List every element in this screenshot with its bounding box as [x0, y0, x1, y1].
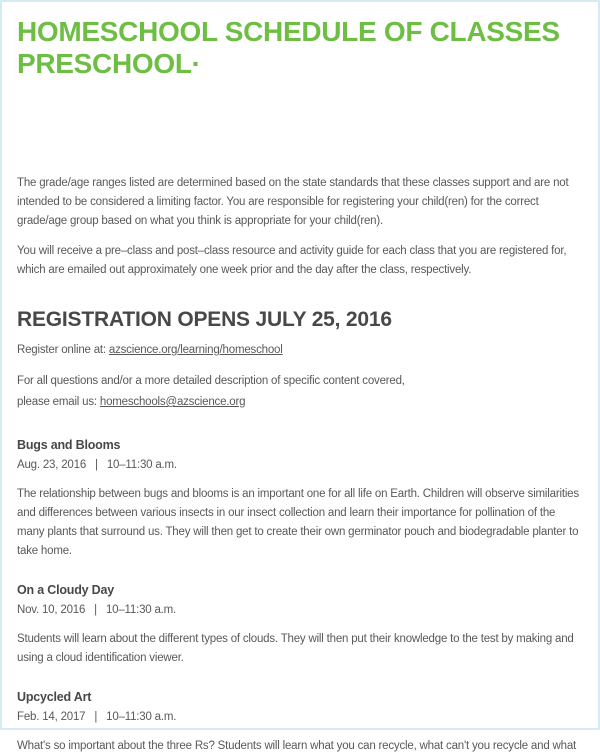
class-title: Upcycled Art: [17, 690, 92, 704]
page-title-line2: PRESCHOOL·: [17, 48, 201, 79]
date-time-separator: |: [95, 459, 98, 471]
class-date-line: [17, 708, 583, 726]
class-time: 10–11:30 a.m.: [106, 711, 177, 723]
intro-paragraph-1: The grade/age ranges listed are determined based on the state standards that these classes support and are not intended to be considered a limiting factor. You are responsible for registering your child(ren) for the correct grade/age group based on what you think is appropriate for your child(ren).: [17, 177, 569, 227]
class-description: Students will learn about the different types of clouds. They will then put their knowledge to the test by making and using a cloud identification viewer.: [17, 633, 574, 664]
class-item-bugs-and-blooms: [17, 437, 583, 561]
intro-section: [17, 174, 583, 280]
class-date: Aug. 23, 2016: [17, 459, 87, 471]
class-list: [17, 437, 583, 756]
questions-line: [17, 371, 583, 413]
date-time-separator: |: [94, 604, 97, 616]
email-prefix: please email us:: [17, 396, 100, 408]
page-title: [17, 16, 583, 80]
date-time-separator: |: [94, 711, 98, 723]
class-date: Nov. 10, 2016: [17, 604, 86, 616]
registration-url-link[interactable]: azscience.org/learning/homeschool: [108, 344, 283, 356]
class-date-line: [17, 456, 583, 474]
questions-text: For all questions and/or a more detailed description of specific content covered,: [17, 375, 405, 387]
class-date-line: [17, 601, 583, 619]
class-title: On a Cloudy Day: [17, 583, 115, 597]
registration-heading: REGISTRATION OPENS JULY 25, 2016: [17, 308, 392, 331]
email-link[interactable]: homeschools@azscience.org: [99, 396, 246, 408]
intro-paragraph-2: You will receive a pre–class and post–class resource and activity guide for each class that you are registered for, which are emailed out approximately one week prior and the day after the class, respectively.: [17, 245, 567, 276]
class-description: What's so important about the three Rs? Students will learn what you can recycle, what can't you recycle and what: [17, 740, 577, 752]
page-title-line1: HOMESCHOOL SCHEDULE OF CLASSES: [17, 16, 560, 47]
class-title: Bugs and Blooms: [17, 438, 121, 452]
class-description: The relationship between bugs and blooms is an important one for all life on Earth. Children will observe similarities and differences between various insects in our insect collection and learn their importance for pollination of the many plants that surround us. They will then get to create their own germinator pouch and biodegradable planter to take home.: [17, 488, 579, 557]
class-date: Feb. 14, 2017: [17, 711, 86, 723]
class-time: 10–11:30 a.m.: [106, 459, 177, 471]
register-online-line: [17, 342, 583, 359]
class-time: 10–11:30 a.m.: [105, 604, 177, 616]
class-item-on-a-cloudy-day: [17, 582, 583, 668]
class-item-upcycled-art: [17, 689, 583, 756]
register-prefix: Register online at:: [17, 344, 109, 356]
